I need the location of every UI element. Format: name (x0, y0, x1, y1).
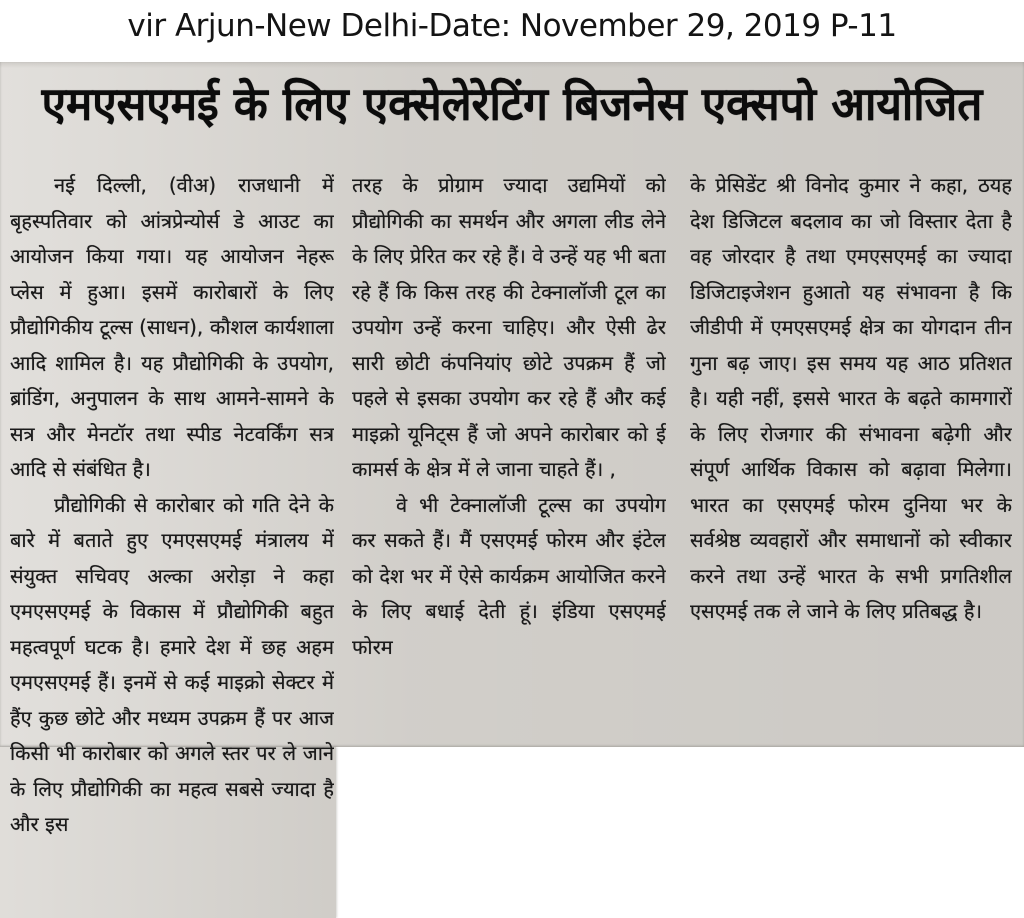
article-paragraph: नई दिल्ली, (वीअ) राजधानी में बृहस्पतिवार को आंत्रप्रेन्योर्स डे आउट का आयोजन किया गया। यह आयोजन नेहरू प्लेस में हुआ। इसमें कारोबारों के लिए प्रौद्योगिकीय टूल्स (साधन), कौशल कार्यशाला आदि शामिल है। यह प्रौद्योगिकी के उपयोग, ब्रांडिंग, अनुपालन के साथ आमने-सामने के सत्र और मेनटॉर तथा स्पीड नेटवर्किंग सत्र आदि से संबंधित है। (10, 173, 334, 481)
article-headline: एमएसएमई के लिए एक्सेलेरेटिंग बिजनेस एक्सपो आयोजित (41, 77, 983, 131)
article-column-2 (352, 168, 666, 746)
article-column-1 (10, 168, 334, 916)
article-paragraph: तरह के प्रोग्राम ज्यादा उद्यमियों को प्रौद्योगिकी का समर्थन और अगला लीड लेने के लिए प्रेरित कर रहे हैं। वे उन्हें यह भी बता रहे हैं कि किस तरह की टेक्नालॉजी टूल का उपयोग उन्हें करना चाहिए। और ऐसी ढेर सारी छोटी कंपनियांए छोटे उपक्रम हैं जो पहले से इसका उपयोग कर रहे हैं और कई माइक्रो यूनिट्स हैं जो अपने कारोबार को ई कामर्स के क्षेत्र में ले जाना चाहते हैं। , (352, 173, 666, 481)
masthead-caption: vir Arjun-New Delhi-Date: November 29, 2019 P-11 (127, 8, 897, 44)
article-paragraph: के प्रेसिडेंट श्री विनोद कुमार ने कहा, ठयह देश डिजिटल बदलाव का जो विस्तार देता है वह जोरदार है तथा एमएसएमई का ज्यादा डिजिटाइजेशन हुआतो यह संभावना है कि जीडीपी में एमएसएमई क्षेत्र का योगदान तीन गुना बढ़ जाए। इस समय यह आठ प्रतिशत है। यही नहीं, इससे भारत के बढ़ते कामगारों के लिए रोजगार की संभावना बढ़ेगी और संपूर्ण आर्थिक विकास को बढ़ावा मिलेगा। भारत का एसएमई फोरम दुनिया भर के सर्वश्रेष्ठ व्यवहारों और समाधानों को स्वीकार करने तथा उन्हें भारत के सभी प्रगतिशील एसएमई तक ले जाने के लिए प्रतिबद्ध है। (690, 173, 1012, 623)
article-column-3 (690, 168, 1012, 746)
article-paragraph: वे भी टेक्नालॉजी टूल्स का उपयोग कर सकते हैं। मैं एसएमई फोरम और इंटेल को देश भर में ऐसे कार्यक्रम आयोजित करने के लिए बधाई देती हूं। इंडिया एसएमई फोरम (352, 492, 666, 659)
article-paragraph: प्रौद्योगिकी से कारोबार को गति देने के बारे में बताते हुए एमएसएमई मंत्रालय में संयुक्त सचिवए अल्का अरोड़ा ने कहा एमएसएमई के विकास में प्रौद्योगिकी बहुत महत्वपूर्ण घटक है। हमारे देश में छह अहम एमएसएमई हैं। इनमें से कई माइक्रो सेक्टर में हैंए कुछ छोटे और मध्यम उपक्रम हैं पर आज किसी भी कारोबार को अगले स्तर पर ले जाने के लिए प्रौद्योगिकी का महत्व सबसे ज्यादा है और इस (10, 492, 334, 836)
